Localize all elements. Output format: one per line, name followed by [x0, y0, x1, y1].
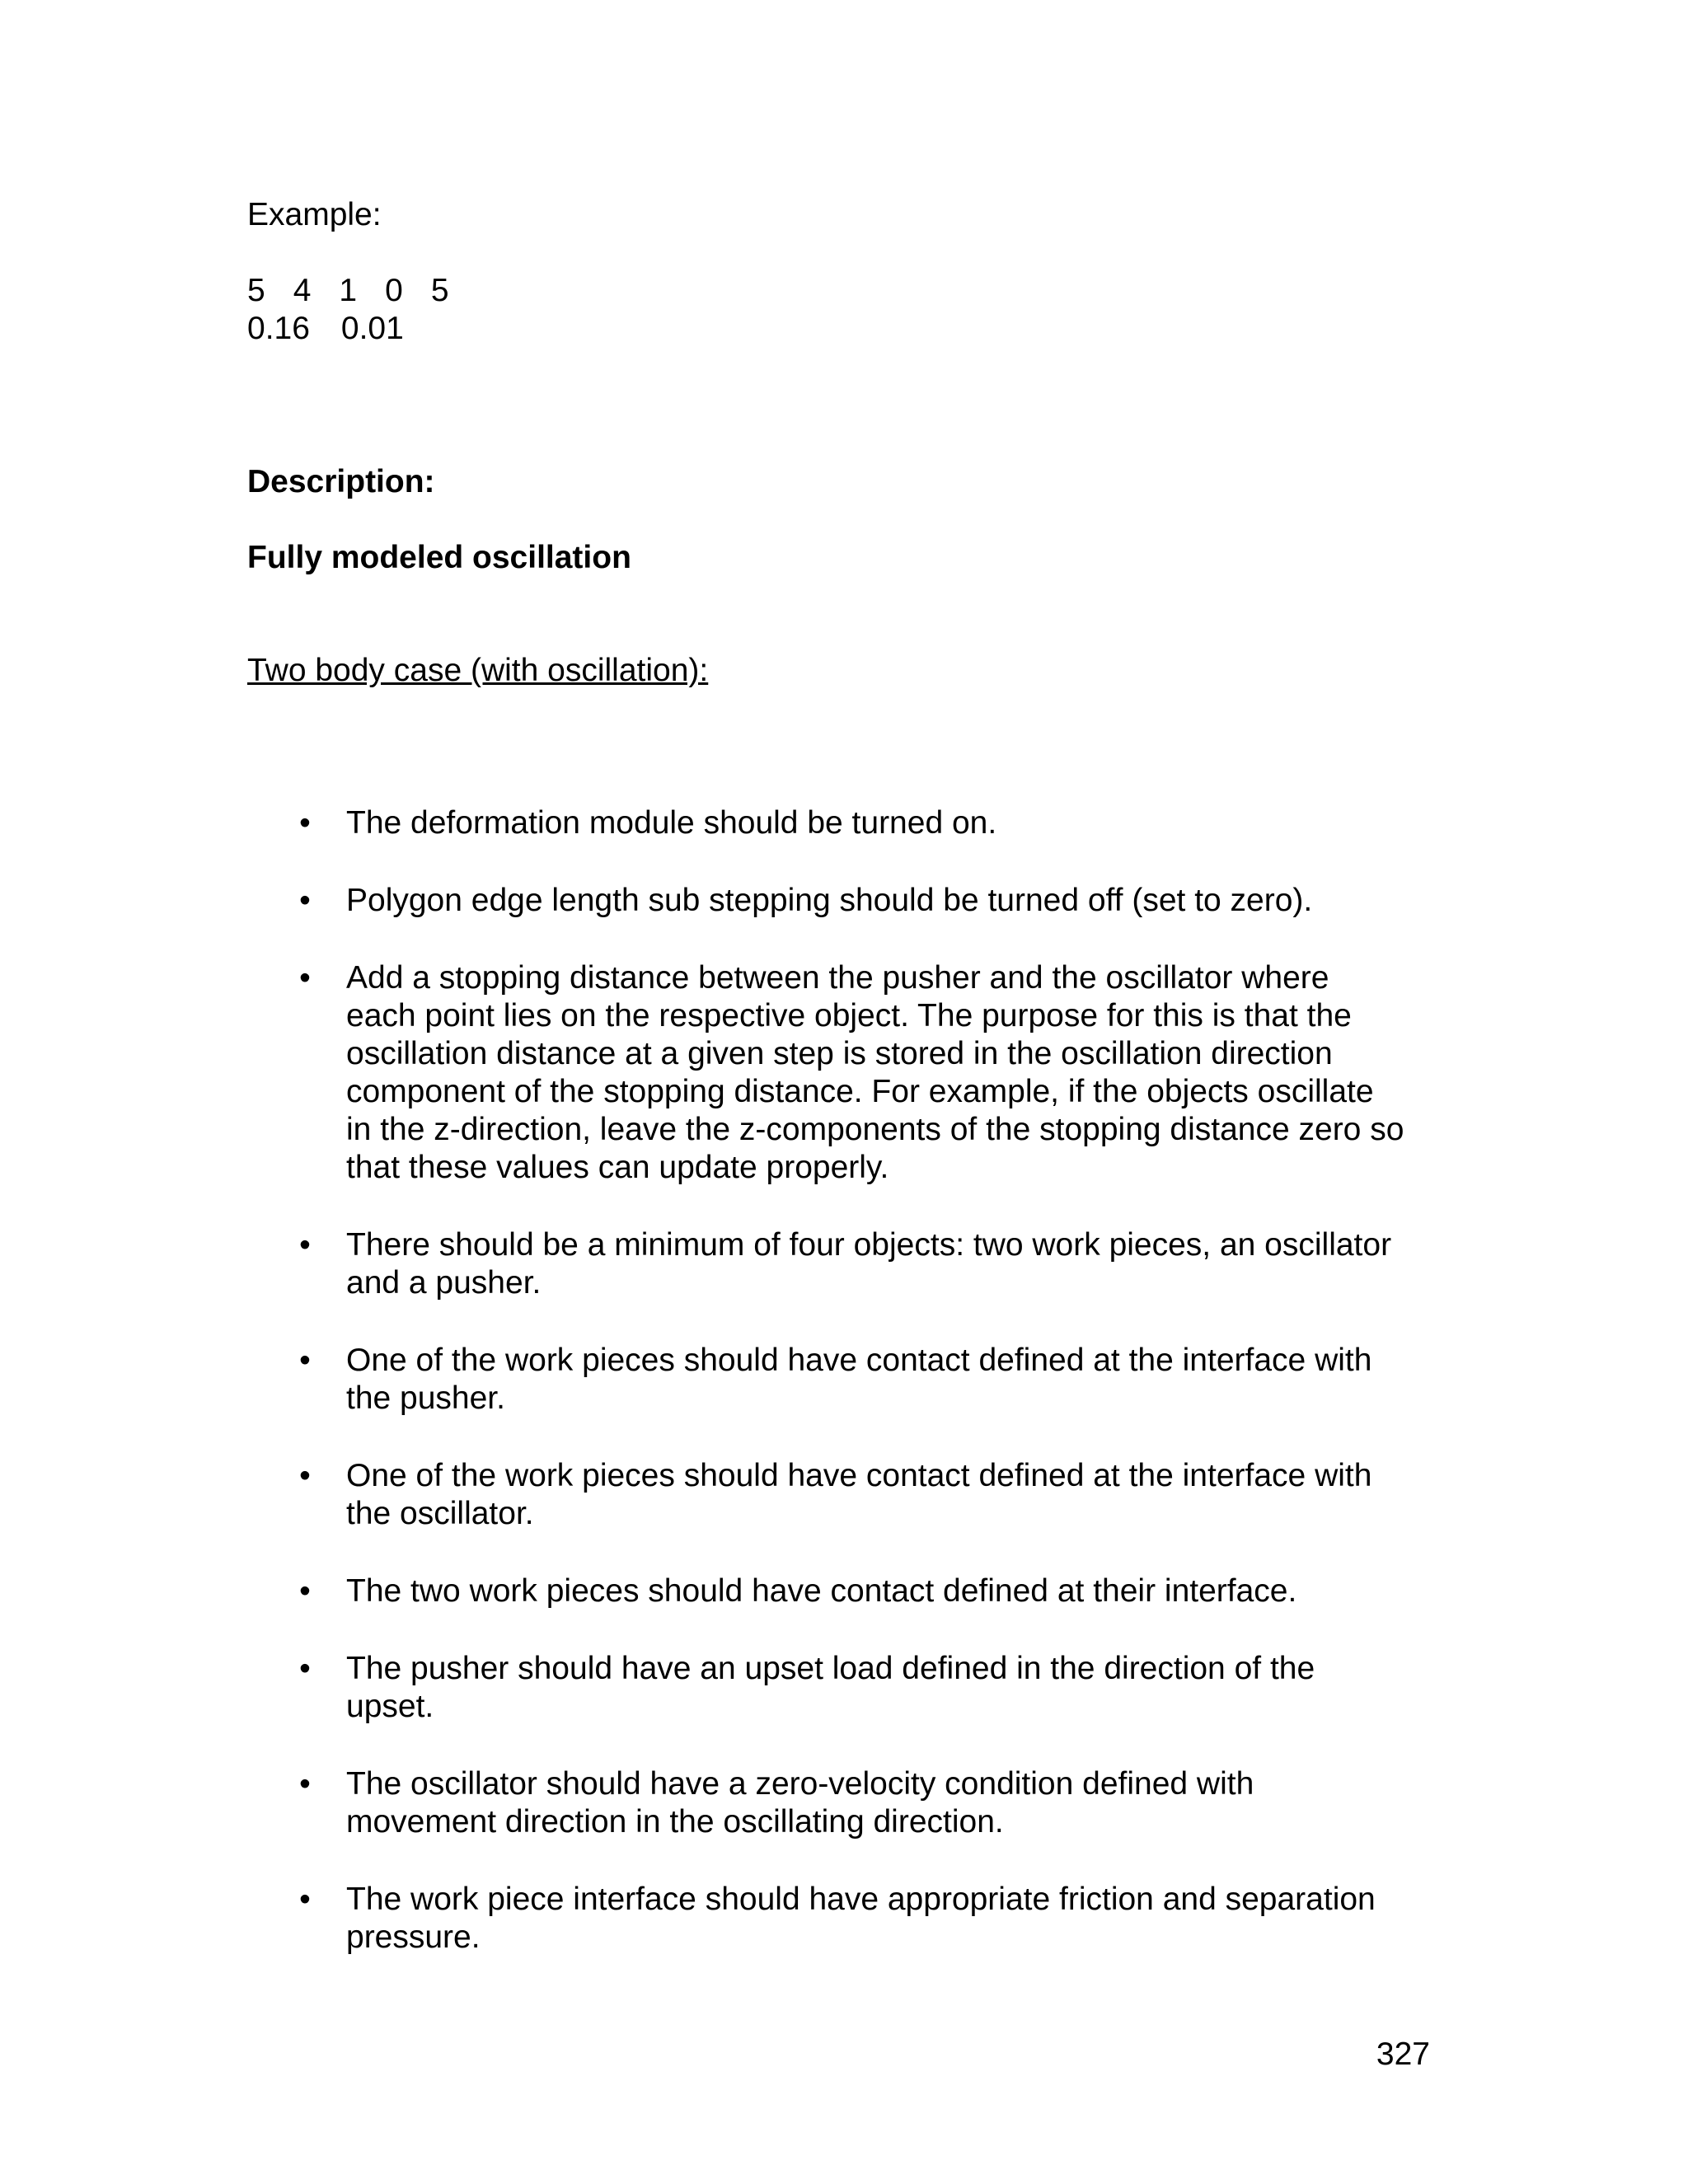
- bullet-item: [297, 959, 1442, 1187]
- bullet-dot-icon: •: [299, 1343, 311, 1378]
- bullet-dot-icon: •: [299, 1882, 311, 1917]
- example-value: 5: [247, 273, 265, 308]
- bullet-text-line: each point lies on the respective object. The purpose for this is that the: [346, 998, 1352, 1033]
- bullet-text-line: One of the work pieces should have contact defined at the interface with: [346, 1458, 1372, 1493]
- bullet-dot-icon: •: [299, 805, 311, 841]
- bullet-item: [297, 1765, 1442, 1841]
- bullet-text-line: the oscillator.: [346, 1496, 534, 1531]
- bullet-dot-icon: •: [299, 1573, 311, 1609]
- bullet-item: [297, 1572, 1442, 1610]
- bullet-text-line: The oscillator should have a zero-velocity condition defined with: [346, 1766, 1254, 1802]
- bullet-item: [297, 1226, 1442, 1302]
- bullet-text-line: Add a stopping distance between the pusher and the oscillator where: [346, 960, 1329, 996]
- bullet-item: [297, 1881, 1442, 1957]
- bullet-dot-icon: •: [299, 1227, 311, 1263]
- bullet-dot-icon: •: [299, 1766, 311, 1802]
- example-value: 0.16: [247, 311, 310, 346]
- bullet-item: [297, 1650, 1442, 1726]
- bullet-item: [297, 804, 1442, 842]
- bullet-text-line: pressure.: [346, 1919, 481, 1955]
- bullet-text-line: There should be a minimum of four objects: two work pieces, an oscillator: [346, 1227, 1392, 1263]
- bullet-text-line: the pusher.: [346, 1380, 505, 1416]
- requirements-bullet-list: [297, 804, 1442, 1996]
- bullet-text-line: The two work pieces should have contact defined at their interface.: [346, 1573, 1297, 1609]
- page-number: 327: [1376, 2036, 1430, 2072]
- bullet-item: [297, 1342, 1442, 1418]
- section-subheading: Fully modeled oscillation: [247, 540, 631, 575]
- example-value: 1: [339, 273, 358, 308]
- bullet-text-line: The deformation module should be turned on.: [346, 805, 997, 841]
- bullet-text-line: in the z-direction, leave the z-components of the stopping distance zero so: [346, 1112, 1404, 1147]
- case-heading: Two body case (with oscillation):: [247, 653, 709, 688]
- bullet-text-line: Polygon edge length sub stepping should be turned off (set to zero).: [346, 883, 1313, 918]
- example-label: Example:: [247, 197, 382, 232]
- bullet-text-line: upset.: [346, 1689, 434, 1724]
- description-heading: Description:: [247, 464, 435, 499]
- bullet-text-line: The work piece interface should have appropriate friction and separation: [346, 1882, 1376, 1917]
- bullet-text-line: and a pusher.: [346, 1265, 542, 1301]
- bullet-text-line: One of the work pieces should have contact defined at the interface with: [346, 1343, 1372, 1378]
- bullet-dot-icon: •: [299, 883, 311, 918]
- example-value: 5: [430, 273, 449, 308]
- example-values-line-2: [247, 310, 435, 348]
- bullet-text-line: movement direction in the oscillating direction.: [346, 1804, 1004, 1840]
- bullet-dot-icon: •: [299, 960, 311, 996]
- example-value: 4: [293, 273, 312, 308]
- bullet-text-line: component of the stopping distance. For example, if the objects oscillate: [346, 1074, 1374, 1109]
- bullet-text-line: oscillation distance at a given step is stored in the oscillation direction: [346, 1036, 1333, 1071]
- bullet-item: [297, 882, 1442, 920]
- bullet-item: [297, 1457, 1442, 1533]
- example-value: 0: [385, 273, 403, 308]
- bullet-text-line: The pusher should have an upset load defined in the direction of the: [346, 1651, 1315, 1686]
- bullet-dot-icon: •: [299, 1651, 311, 1686]
- bullet-dot-icon: •: [299, 1458, 311, 1493]
- example-values-line-1: [247, 272, 477, 310]
- bullet-text-line: that these values can update properly.: [346, 1150, 889, 1185]
- example-value: 0.01: [340, 311, 404, 346]
